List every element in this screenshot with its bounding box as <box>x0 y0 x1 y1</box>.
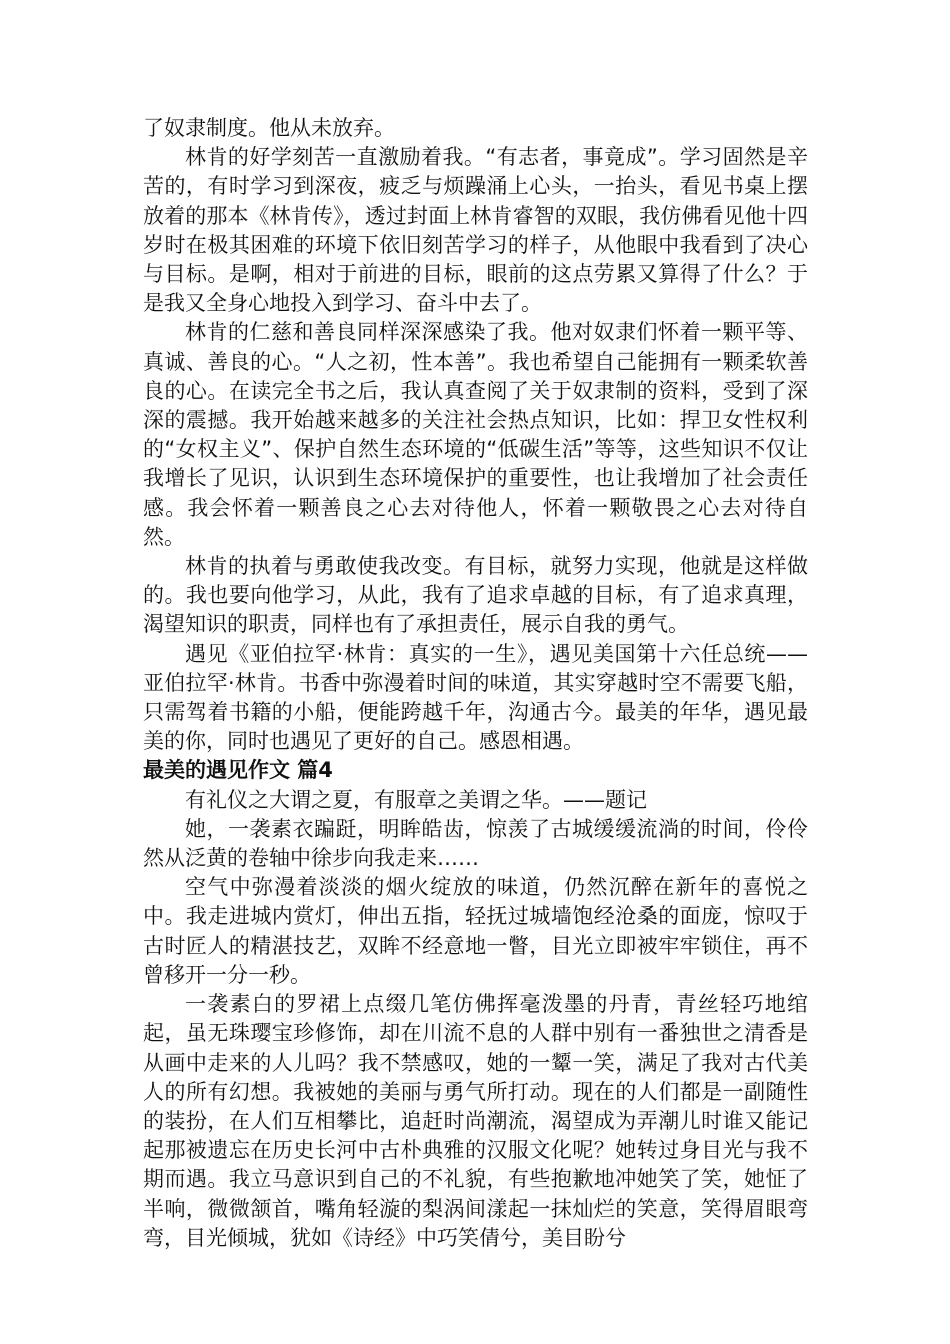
section-heading: 最美的遇见作文 篇4 <box>143 758 333 783</box>
paragraph: 林肯的执着与勇敢使我改变。有目标，就努力实现，他就是这样做的。我也要向他学习，从此，我有了追求卓越的目标，有了追求真理，渴望知识的职责，同样也有了承担责任，展示自我的勇气。 <box>143 554 808 637</box>
paragraph: 林肯的好学刻苦一直激励着我。“有志者，事竟成”。学习固然是辛苦的，有时学习到深夜，疲乏与烦躁涌上心头，一抬头，看见书桌上摆放着的那本《林肯传》，透过封面上林肯睿智的双眼，我仿佛看见他十四岁时在极其困难的环境下依旧刻苦学习的样子，从他眼中我看到了决心与目标。是啊，相对于前进的目标，眼前的这点劳累又算得了什么？于是我又全身心地投入到学习、奋斗中去了。 <box>143 145 808 316</box>
paragraph: 了奴隶制度。他从未放弃。 <box>143 116 395 140</box>
document-body <box>143 114 808 1253</box>
paragraph: 遇见《亚伯拉罕·林肯：真实的一生》，遇见美国第十六任总统——亚伯拉罕·林肯。书香中弥漫着时间的味道，其实穿越时空不需要飞船，只需驾着书籍的小船，便能跨越千年，沟通古今。最美的年华，遇见最美的你，同时也遇见了更好的自己。感恩相遇。 <box>143 641 808 754</box>
paragraph: 空气中弥漫着淡淡的烟火绽放的味道，仍然沉醉在新年的喜悦之中。我走进城内赏灯，伸出五指，轻抚过城墙饱经沧桑的面庞，惊叹于古时匠人的精湛技艺，双眸不经意地一瞥，目光立即被牢牢锁住，再不曾移开一分一秒。 <box>143 875 808 987</box>
paragraph: 她，一袭素衣蹁跹，明眸皓齿，惊羡了古城缓缓流淌的时间，伶伶然从泛黄的卷轴中徐步向我走来…… <box>143 816 808 871</box>
paragraph: 一袭素白的罗裙上点缀几笔仿佛挥毫泼墨的丹青，青丝轻巧地绾起，虽无珠璎宝珍修饰，却在川流不息的人群中别有一番独世之清香是从画中走来的人儿吗？我不禁感叹，她的一颦一笑，满足了我对古代美人的所有幻想。我被她的美丽与勇气所打动。现在的人们都是一副随性的装扮，在人们互相攀比，追赶时尚潮流，渴望成为弄潮儿时谁又能记起那被遗忘在历史长河中古朴典雅的汉服文化呢？她转过身目光与我不期而遇。我立马意识到自己的不礼貌，有些抱歉地冲她笑了笑，她怔了半响，微微颔首，嘴角轻漩的梨涡间漾起一抹灿烂的笑意，笑得眉眼弯弯，目光倾城，犹如《诗经》中巧笑倩兮，美目盼兮 <box>143 992 808 1250</box>
paragraph: 林肯的仁慈和善良同样深深感染了我。他对奴隶们怀着一颗平等、真诚、善良的心。“人之初，性本善”。我也希望自己能拥有一颗柔软善良的心。在读完全书之后，我认真查阅了关于奴隶制的资料，受到了深深的震撼。我开始越来越多的关注社会热点知识，比如：捍卫女性权利的“女权主义”、保护自然生态环境的“低碳生活”等等，这些知识不仅让我增长了见识，认识到生态环境保护的重要性，也让我增加了社会责任感。我会怀着一颗善良之心去对待他人，怀着一颗敬畏之心去对待自然。 <box>143 320 808 549</box>
epigraph: 有礼仪之大谓之夏，有服章之美谓之华。——题记 <box>185 787 647 812</box>
